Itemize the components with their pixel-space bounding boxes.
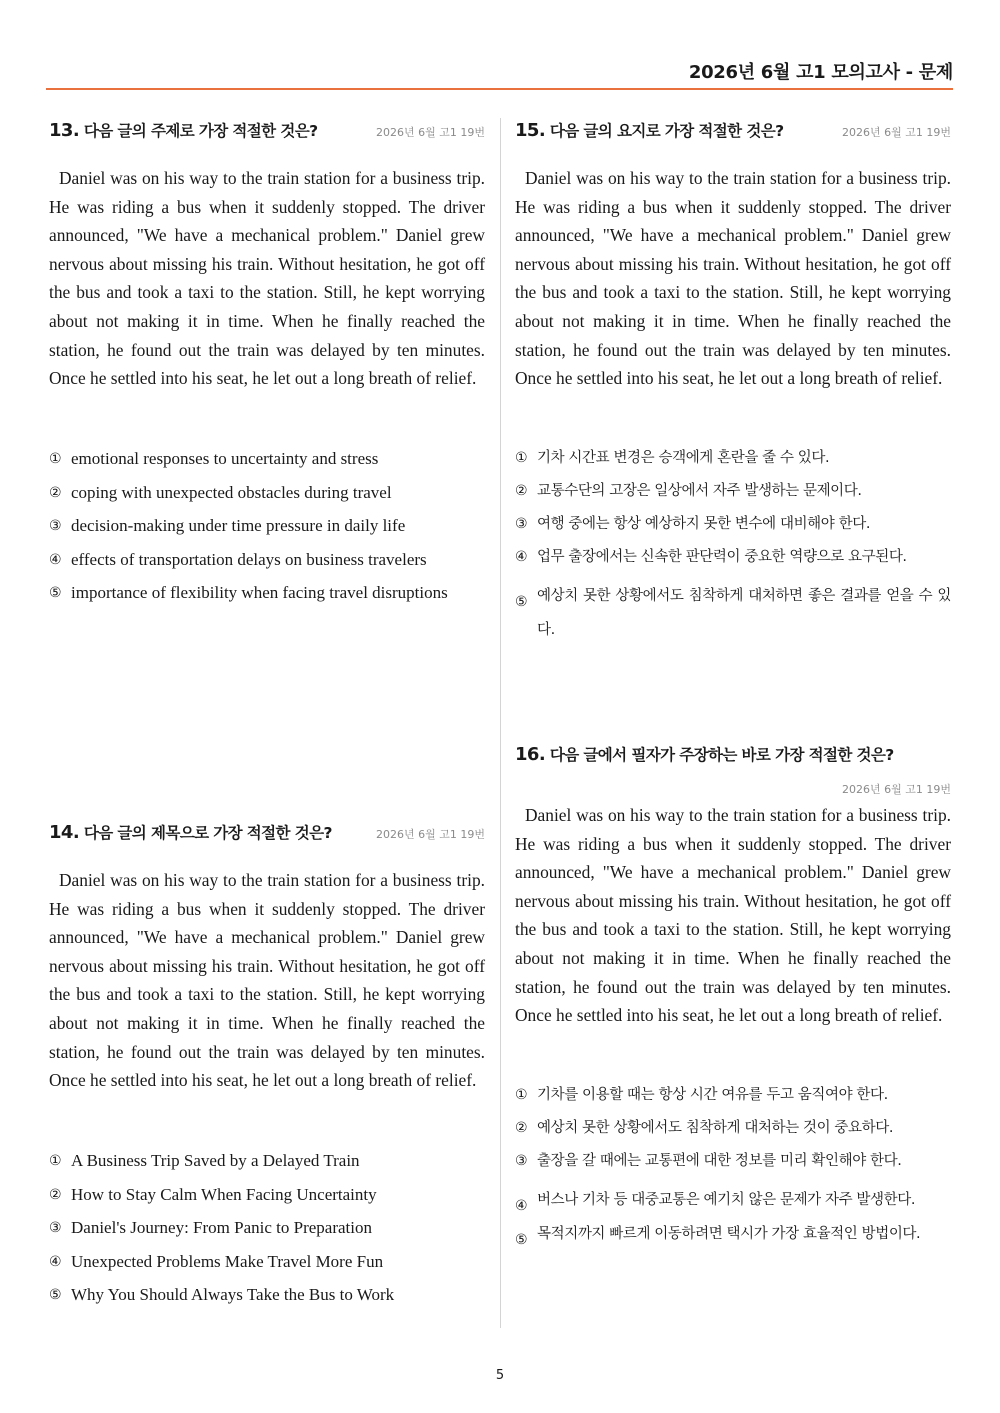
choice-item[interactable]: ② coping with unexpected obstacles during travel <box>49 482 392 502</box>
choice-item[interactable]: ② 예상치 못한 상황에서도 침착하게 대처하는 것이 중요하다. <box>515 1117 951 1139</box>
choice-item[interactable]: ④ 업무 출장에서는 신속한 판단력이 중요한 역량으로 요구된다. <box>515 546 951 568</box>
choice-item[interactable]: ④ effects of transportation delays on business travelers <box>49 549 427 569</box>
choice-marker: ① <box>515 450 528 466</box>
choice-marker: ① <box>49 1153 62 1169</box>
choice-marker: ⑤ <box>515 1232 528 1248</box>
question-15-source: 2026년 6월 고1 19번 <box>842 126 951 139</box>
choice-marker: ④ <box>515 549 528 565</box>
page-number: 5 <box>495 1368 505 1383</box>
question-15-heading <box>515 119 784 141</box>
choice-marker: ① <box>515 1087 528 1103</box>
choice-marker: ③ <box>49 518 62 534</box>
choice-marker: ① <box>49 451 62 467</box>
choice-item[interactable]: ⑤ 목적지까지 빠르게 이동하려면 택시가 가장 효율적인 방법이다. <box>515 1217 951 1251</box>
page-header-title: 2026년 6월 고1 모의고사 - 문제 <box>688 62 953 83</box>
question-15-choices <box>515 447 951 647</box>
choice-item[interactable]: ① 기차 시간표 변경은 승객에게 혼란을 줄 수 있다. <box>515 447 951 469</box>
choice-item[interactable]: ③ decision-making under time pressure in daily life <box>49 516 406 535</box>
choice-item[interactable]: ③ Daniel's Journey: From Panic to Preparation <box>49 1218 372 1237</box>
choice-item[interactable]: ② How to Stay Calm When Facing Uncertainty <box>49 1184 377 1204</box>
question-13-passage: Daniel was on his way to the train station for a business trip. He was riding a bus when it suddenly stopped. The driver announced, "We have a mechanical problem." Daniel grew nervous about missing his train. Without hesitation, he got off the bus and took a taxi to the station. Still, he kept worrying about not making it in time. When he finally reached the station, he found out the train was delayed by ten minutes. Once he settled into his seat, he let out a long breath of relief. <box>49 168 485 389</box>
choice-marker: ③ <box>515 1153 528 1169</box>
question-15-passage: Daniel was on his way to the train station for a business trip. He was riding a bus when it suddenly stopped. The driver announced, "We have a mechanical problem." Daniel grew nervous about missing his train. Without hesitation, he got off the bus and took a taxi to the station. Still, he kept worrying about not making it in time. When he finally reached the station, he found out the train was delayed by ten minutes. Once he settled into his seat, he let out a long breath of relief. <box>515 168 951 389</box>
choice-item[interactable]: ④ 버스나 기차 등 대중교통은 예기치 않은 문제가 자주 발생한다. <box>515 1183 951 1217</box>
choice-marker: ⑤ <box>49 1287 62 1303</box>
choice-item[interactable]: ① emotional responses to uncertainty and stress <box>49 449 379 468</box>
choice-marker: ② <box>49 484 62 501</box>
choice-item[interactable]: ④ Unexpected Problems Make Travel More Fun <box>49 1251 384 1271</box>
question-16-source: 2026년 6월 고1 19번 <box>842 783 951 796</box>
choice-item[interactable]: ⑤ Why You Should Always Take the Bus to Work <box>49 1285 395 1304</box>
question-16-passage: Daniel was on his way to the train station for a business trip. He was riding a bus when it suddenly stopped. The driver announced, "We have a mechanical problem." Daniel grew nervous about missing his train. Without hesitation, he got off the bus and took a taxi to the station. Still, he kept worrying about not making it in time. When he finally reached the station, he found out the train was delayed by ten minutes. Once he settled into his seat, he let out a long breath of relief. <box>515 805 951 1026</box>
question-15-number: 15. <box>515 120 546 141</box>
choice-marker: ③ <box>49 1220 62 1236</box>
header-divider <box>46 88 953 90</box>
choice-item[interactable]: ② 교통수단의 고장은 일상에서 자주 발생하는 문제이다. <box>515 480 951 502</box>
question-14-number: 14. <box>49 822 80 843</box>
question-13-choices <box>49 448 485 616</box>
choice-item[interactable]: ⑤ 예상치 못한 상황에서도 침착하게 대처하면 좋은 결과를 얻을 수 있다. <box>515 579 951 647</box>
choice-marker: ⑤ <box>515 594 528 610</box>
choice-item[interactable]: ③ 출장을 갈 때에는 교통편에 대한 정보를 미리 확인해야 한다. <box>515 1150 951 1172</box>
question-13-source: 2026년 6월 고1 19번 <box>376 126 485 139</box>
question-16-choices <box>515 1084 951 1251</box>
question-13-number: 13. <box>49 120 80 141</box>
choice-marker: ④ <box>515 1198 528 1214</box>
choice-marker: ② <box>515 1120 528 1136</box>
choice-item[interactable]: ③ 여행 중에는 항상 예상하지 못한 변수에 대비해야 한다. <box>515 513 951 535</box>
question-16-number: 16. <box>515 744 546 765</box>
question-14-choices <box>49 1150 485 1318</box>
question-14-heading <box>49 821 332 843</box>
question-16-title: 다음 글에서 필자가 주장하는 바로 가장 적절한 것은? <box>549 746 894 764</box>
question-14-source: 2026년 6월 고1 19번 <box>376 828 485 841</box>
question-13-heading <box>49 119 318 141</box>
question-15-title: 다음 글의 요지로 가장 적절한 것은? <box>549 122 784 140</box>
question-16-heading <box>515 743 894 765</box>
choice-marker: ② <box>49 1186 62 1203</box>
question-13-title: 다음 글의 주제로 가장 적절한 것은? <box>83 122 318 140</box>
choice-item[interactable]: ① 기차를 이용할 때는 항상 시간 여유를 두고 움직여야 한다. <box>515 1084 951 1106</box>
choice-marker: ② <box>515 483 528 499</box>
choice-marker: ⑤ <box>49 585 62 601</box>
choice-marker: ④ <box>49 1253 62 1270</box>
question-14-passage: Daniel was on his way to the train station for a business trip. He was riding a bus when it suddenly stopped. The driver announced, "We have a mechanical problem." Daniel grew nervous about missing his train. Without hesitation, he got off the bus and took a taxi to the station. Still, he kept worrying about not making it in time. When he finally reached the station, he found out the train was delayed by ten minutes. Once he settled into his seat, he let out a long breath of relief. <box>49 870 485 1091</box>
question-14-title: 다음 글의 제목으로 가장 적절한 것은? <box>83 824 332 842</box>
choice-item[interactable]: ⑤ importance of flexibility when facing travel disruptions <box>49 583 448 602</box>
choice-item[interactable]: ① A Business Trip Saved by a Delayed Train <box>49 1151 360 1170</box>
choice-marker: ④ <box>49 551 62 568</box>
column-divider <box>500 118 501 1328</box>
choice-marker: ③ <box>515 516 528 532</box>
